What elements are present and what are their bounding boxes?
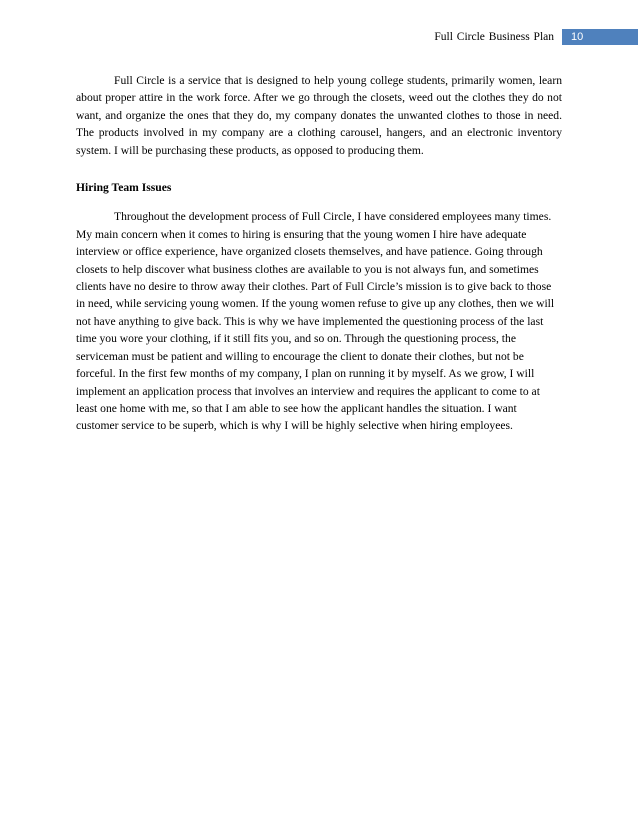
intro-paragraph: Full Circle is a service that is designed to help young college students, primarily women, learn about proper attire in the work force. After we go through the closets, weed out the clothes they do not want, and organize the ones that they do, my company donates the unwanted clothes to those in need. The products involved in my company are a clothing carousel, hangers, and an electronic inventory system. I will be purchasing these products, as opposed to producing them. — [76, 74, 562, 157]
page-number-badge: 10 — [562, 29, 638, 45]
section-heading: Hiring Team Issues — [76, 181, 172, 195]
header-title: Full Circle Business Plan — [434, 31, 554, 43]
document-body — [76, 72, 562, 435]
page-header — [434, 29, 638, 45]
hiring-paragraph: Throughout the development process of Full Circle, I have considered employees many times. My main concern when it comes to hiring is ensuring that the young women I hire have adequate interview or office experience, have organized closets themselves, and have patience. Going through closets to help discover what business clothes are available to you is not always fun, and sometimes clients have no desire to throw away their clothes. Part of Full Circle’s mission is to give back to those in need, while servicing young women. If the young women refuse to give up any clothes, then we will not have anything to give back. This is why we have implemented the questioning process of the last time you wore your clothing, if it still fits you, and so on. Through the questioning process, the serviceman must be patient and willing to encourage the client to donate their clothes, but not be forceful. In the first few months of my company, I plan on running it by myself. As we grow, I will implement an application process that involves an interview and requires the applicant to come to at least one home with me, so that I am able to see how the applicant handles the situation. I want customer service to be superb, which is why I will be highly selective when hiring employees. — [76, 210, 555, 433]
